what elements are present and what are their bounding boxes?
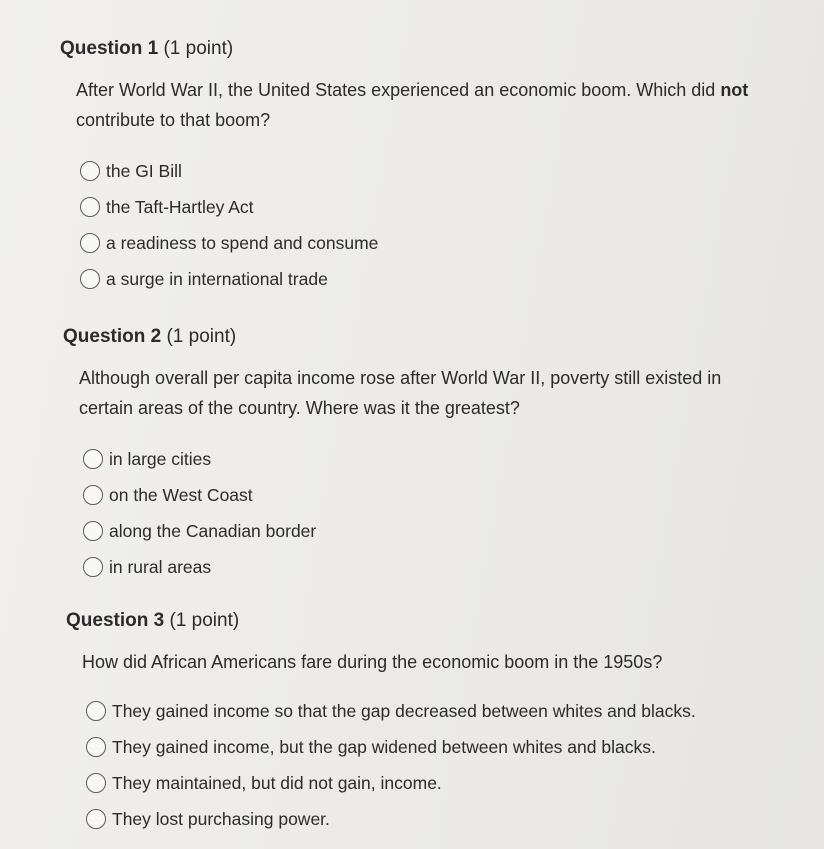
question-1 xyxy=(60,37,776,297)
question-title xyxy=(63,325,779,349)
answer-option[interactable] xyxy=(80,189,776,225)
answer-option[interactable] xyxy=(80,261,776,297)
radio-button[interactable] xyxy=(80,269,100,289)
option-label[interactable]: in rural areas xyxy=(109,556,212,577)
question-prompt: How did African Americans fare during the economic boom in the 1950s? xyxy=(82,652,663,672)
option-label[interactable]: They lost purchasing power. xyxy=(112,808,330,829)
option-label[interactable]: a surge in international trade xyxy=(106,268,328,289)
answer-option[interactable] xyxy=(83,477,779,513)
question-number: Question 1 xyxy=(60,38,159,59)
option-label[interactable]: the Taft-Hartley Act xyxy=(106,196,254,217)
answer-option[interactable] xyxy=(83,549,779,585)
radio-button[interactable] xyxy=(80,161,100,181)
answer-option[interactable] xyxy=(80,225,776,261)
option-label[interactable]: along the Canadian border xyxy=(109,520,317,541)
answer-options xyxy=(83,441,779,585)
radio-button[interactable] xyxy=(86,809,106,829)
option-label[interactable]: on the West Coast xyxy=(109,484,253,505)
option-label[interactable]: the GI Bill xyxy=(106,160,182,181)
option-label[interactable]: They gained income, but the gap widened between whites and blacks. xyxy=(112,736,656,757)
question-points: (1 point) xyxy=(166,326,237,347)
question-3 xyxy=(66,609,782,837)
radio-button[interactable] xyxy=(86,773,106,793)
question-title xyxy=(66,609,782,633)
answer-option[interactable] xyxy=(86,801,782,837)
answer-option[interactable] xyxy=(83,441,779,477)
question-points: (1 point) xyxy=(163,38,234,59)
question-2 xyxy=(63,325,779,585)
radio-button[interactable] xyxy=(83,449,103,469)
answer-option[interactable] xyxy=(86,765,782,801)
option-label[interactable]: a readiness to spend and consume xyxy=(106,232,379,253)
question-prompt: After World War II, the United States experienced an economic boom. Which did not contribute to that boom? xyxy=(76,80,749,130)
answer-option[interactable] xyxy=(86,729,782,765)
answer-option[interactable] xyxy=(80,153,776,189)
option-label[interactable]: They maintained, but did not gain, income. xyxy=(112,772,442,793)
prompt-emphasis: not xyxy=(720,80,749,100)
option-label[interactable]: in large cities xyxy=(109,448,212,469)
radio-button[interactable] xyxy=(80,233,100,253)
radio-button[interactable] xyxy=(83,521,103,541)
answer-options xyxy=(80,153,776,297)
question-prompt: Although overall per capita income rose after World War II, poverty still existed in certain areas of the country. Where was it the greatest? xyxy=(79,368,722,418)
radio-button[interactable] xyxy=(86,737,106,757)
answer-option[interactable] xyxy=(86,693,782,729)
question-points: (1 point) xyxy=(169,610,240,631)
radio-button[interactable] xyxy=(83,485,103,505)
answer-option[interactable] xyxy=(83,513,779,549)
radio-button[interactable] xyxy=(86,701,106,721)
answer-options xyxy=(86,693,782,837)
option-label[interactable]: They gained income so that the gap decreased between whites and blacks. xyxy=(112,700,696,721)
question-number: Question 2 xyxy=(63,326,162,347)
radio-button[interactable] xyxy=(83,557,103,577)
question-number: Question 3 xyxy=(66,610,165,631)
question-title xyxy=(60,37,776,61)
radio-button[interactable] xyxy=(80,197,100,217)
